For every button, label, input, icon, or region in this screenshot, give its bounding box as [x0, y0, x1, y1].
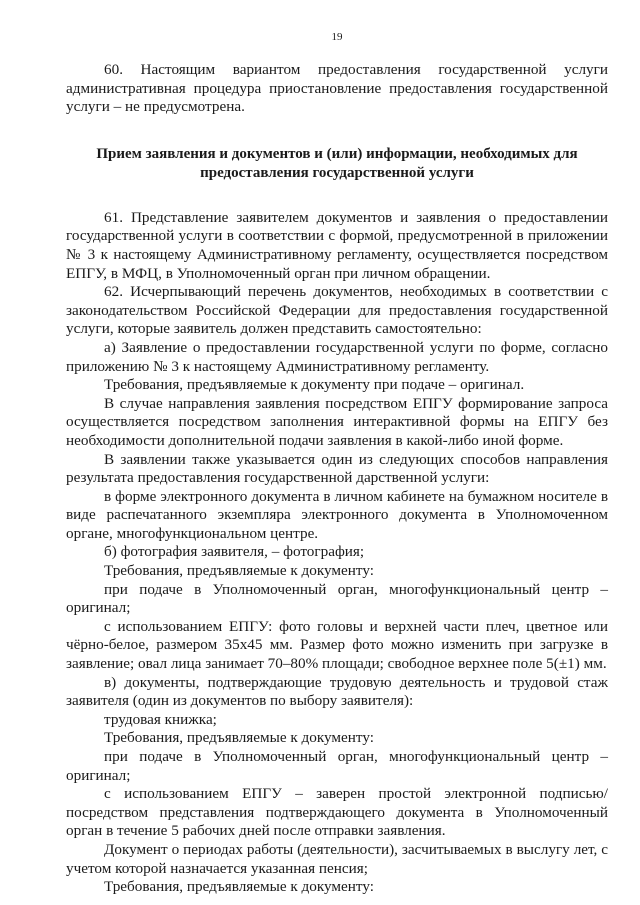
- work-book-item: трудовая книжка;: [104, 710, 217, 728]
- paragraph-62: 62. Исчерпывающий перечень документов, необходимых в соответствии с законодательством Российской Федерации для предоставления государственной услуги, которые заявитель должен представить самостоятельно:: [66, 283, 608, 338]
- requirements-label: Требования, предъявляемые к документу:: [104, 729, 374, 747]
- list-item-b: б) фотография заявителя, – фотография;: [104, 543, 365, 561]
- list-item-v: в) документы, подтверждающие трудовую деятельность и трудовой стаж заявителя (один из документов по выбору заявителя):: [66, 673, 608, 710]
- paragraph-electronic-form: в форме электронного документа в личном кабинете на бумажном носителе в виде распечатанного экземпляра электронного документа в Уполномоченном органе, многофункциональном центре.: [66, 487, 608, 542]
- paragraph-epgu-request: В случае направления заявления посредством ЕПГУ формирование запроса осуществляется посредством заполнения интерактивной формы на ЕПГУ без необходимости дополнительной подачи заявления в какой-либо иной форме.: [66, 394, 608, 449]
- requirements-label: Требования, предъявляемые к документу:: [104, 562, 374, 580]
- paragraph-result-method: В заявлении также указывается один из следующих способов направления результата предоставления государственной дарственной услуги:: [66, 450, 608, 487]
- requirement-in-person: при подаче в Уполномоченный орган, многофункциональный центр – оригинал;: [66, 748, 608, 784]
- section-heading: Прием заявления и документов и (или) информации, необходимых для предоставления государственной услуги: [96, 145, 578, 181]
- requirement-epgu-signature: с использованием ЕПГУ – заверен простой электронной подписью/ посредством представления подтверждающего документа в Уполномоченный орган в течение 5 рабочих дней после отправки заявления.: [66, 785, 608, 840]
- paragraph-work-periods: Документ о периодах работы (деятельности), засчитываемых в выслугу лет, с учетом которой назначается указанная пенсия;: [66, 840, 608, 877]
- paragraph-60: 60. Настоящим вариантом предоставления государственной услуги административная процедура приостановление предоставления государственной услуги – не предусмотрена.: [66, 61, 608, 116]
- page-number: 19: [331, 31, 343, 43]
- requirements-label: Требования, предъявляемые к документу:: [104, 878, 374, 896]
- paragraph-61: 61. Представление заявителем документов и заявления о предоставлении государственной услуги в соответствии с формой, предусмотренной в приложении № 3 к настоящему Административному регламенту, осуществляется посредством ЕПГУ, в МФЦ, в Уполномоченный орган при личном обращении.: [66, 208, 608, 282]
- document-body: [66, 61, 608, 897]
- requirement-in-person: при подаче в Уполномоченный орган, многофункциональный центр – оригинал;: [66, 580, 608, 617]
- requirement-original: Требования, предъявляемые к документу при подаче – оригинал.: [104, 376, 525, 394]
- requirement-epgu-photo: с использованием ЕПГУ: фото головы и верхней части плеч, цветное или чёрно-белое, размером 35x45 мм. Размер фото можно изменить при загрузке в заявление; овал лица занимает 70–80% площади; свободное верхнее поле 5(±1) мм.: [66, 617, 608, 673]
- list-item-a: а) Заявление о предоставлении государственной услуги по форме, согласно приложению № 3 к настоящему Административному регламенту.: [66, 338, 608, 375]
